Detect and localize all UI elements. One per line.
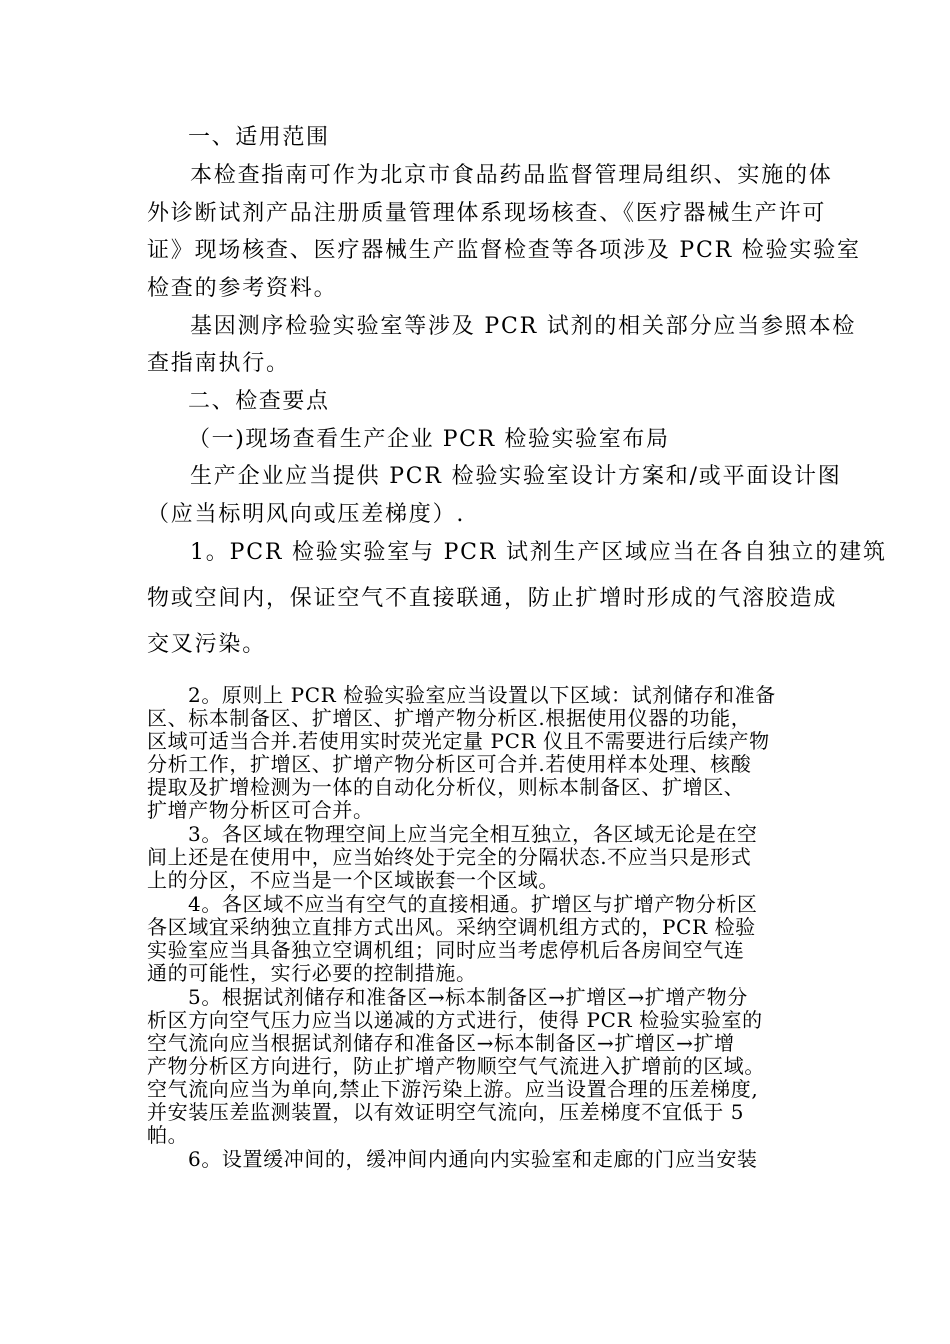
paragraph-line: 6。设置缓冲间的，缓冲间内通向内实验室和走廊的门应当安装 xyxy=(188,1147,758,1171)
paragraph-line: 间上还是在使用中，应当始终处于完全的分隔状态.不应当只是形式 xyxy=(147,845,752,869)
paragraph-line: 区、标本制备区、扩增区、扩增产物分析区.根据使用仪器的功能， xyxy=(147,706,752,730)
paragraph-line: 上的分区，不应当是一个区域嵌套一个区域。 xyxy=(147,868,559,892)
paragraph-line: 4。各区域不应当有空气的直接相通。扩增区与扩增产物分析区 xyxy=(188,892,758,916)
paragraph-line: 外诊断试剂产品注册质量管理体系现场核查、《医疗器械生产许可 xyxy=(147,201,827,226)
paragraph-line: （应当标明风向或压差梯度）. xyxy=(147,502,466,527)
subsection-heading: （一)现场查看生产企业 PCR 检验实验室布局 xyxy=(188,427,670,452)
paragraph-line: 1。PCR 检验实验室与 PCR 试剂生产区域应当在各自独立的建筑 xyxy=(190,540,887,565)
paragraph-line: 交叉污染。 xyxy=(147,632,267,657)
paragraph-line: 分析工作，扩增区、扩增产物分析区可合并.若使用样本处理、核酸 xyxy=(147,752,752,776)
paragraph-line: 生产企业应当提供 PCR 检验实验室设计方案和/或平面设计图 xyxy=(190,464,842,489)
paragraph-line: 提取及扩增检测为一体的自动化分析仪，则标本制备区、扩增区、 xyxy=(147,775,745,799)
paragraph-line: 扩增产物分析区可合并。 xyxy=(147,798,374,822)
paragraph-line: 实验室应当具备独立空调机组；同时应当考虑停机后各房间空气连 xyxy=(147,938,745,962)
paragraph-line: 基因测序检验实验室等涉及 PCR 试剂的相关部分应当参照本检 xyxy=(190,314,857,339)
paragraph-line: 并安装压差监测装置，以有效证明空气流向，压差梯度不宜低于 5 xyxy=(147,1100,745,1124)
section-heading-scope: 一、适用范围 xyxy=(188,125,330,150)
paragraph-line: 空气流向应当为单向,禁止下游污染上游。应当设置合理的压差梯度, xyxy=(147,1077,759,1101)
paragraph-line: 2。原则上 PCR 检验实验室应当设置以下区域：试剂储存和准备 xyxy=(188,683,776,707)
paragraph-line: 空气流向应当根据试剂储存和准备区→标本制备区→扩增区→扩增 xyxy=(147,1031,735,1055)
paragraph-line: 区域可适当合并.若使用实时荧光定量 PCR 仪且不需要进行后续产物 xyxy=(147,729,770,753)
paragraph-line: 通的可能性，实行必要的控制措施。 xyxy=(147,961,477,985)
paragraph-line: 5。根据试剂储存和准备区→标本制备区→扩增区→扩增产物分 xyxy=(188,985,748,1009)
paragraph-line: 3。各区域在物理空间上应当完全相互独立，各区域无论是在空 xyxy=(188,822,758,846)
paragraph-line: 证》现场核查、医疗器械生产监督检查等各项涉及 PCR 检验实验室 xyxy=(147,238,861,263)
paragraph-line: 各区域宜采纳独立直排方式出风。采纳空调机组方式的，PCR 检验 xyxy=(147,915,756,939)
paragraph-line: 本检查指南可作为北京市食品药品监督管理局组织、实施的体 xyxy=(190,163,833,188)
paragraph-line: 帕。 xyxy=(147,1123,189,1147)
paragraph-line: 查指南执行。 xyxy=(147,351,290,376)
paragraph-line: 析区方向空气压力应当以递减的方式进行，使得 PCR 检验实验室的 xyxy=(147,1008,763,1032)
paragraph-line: 产物分析区方向进行，防止扩增产物顺空气气流进入扩增前的区域。 xyxy=(147,1054,765,1078)
paragraph-line: 物或空间内，保证空气不直接联通，防止扩增时形成的气溶胶造成 xyxy=(147,586,838,611)
section-heading-key-points: 二、检查要点 xyxy=(188,389,330,414)
paragraph-line: 检查的参考资料。 xyxy=(147,276,338,301)
